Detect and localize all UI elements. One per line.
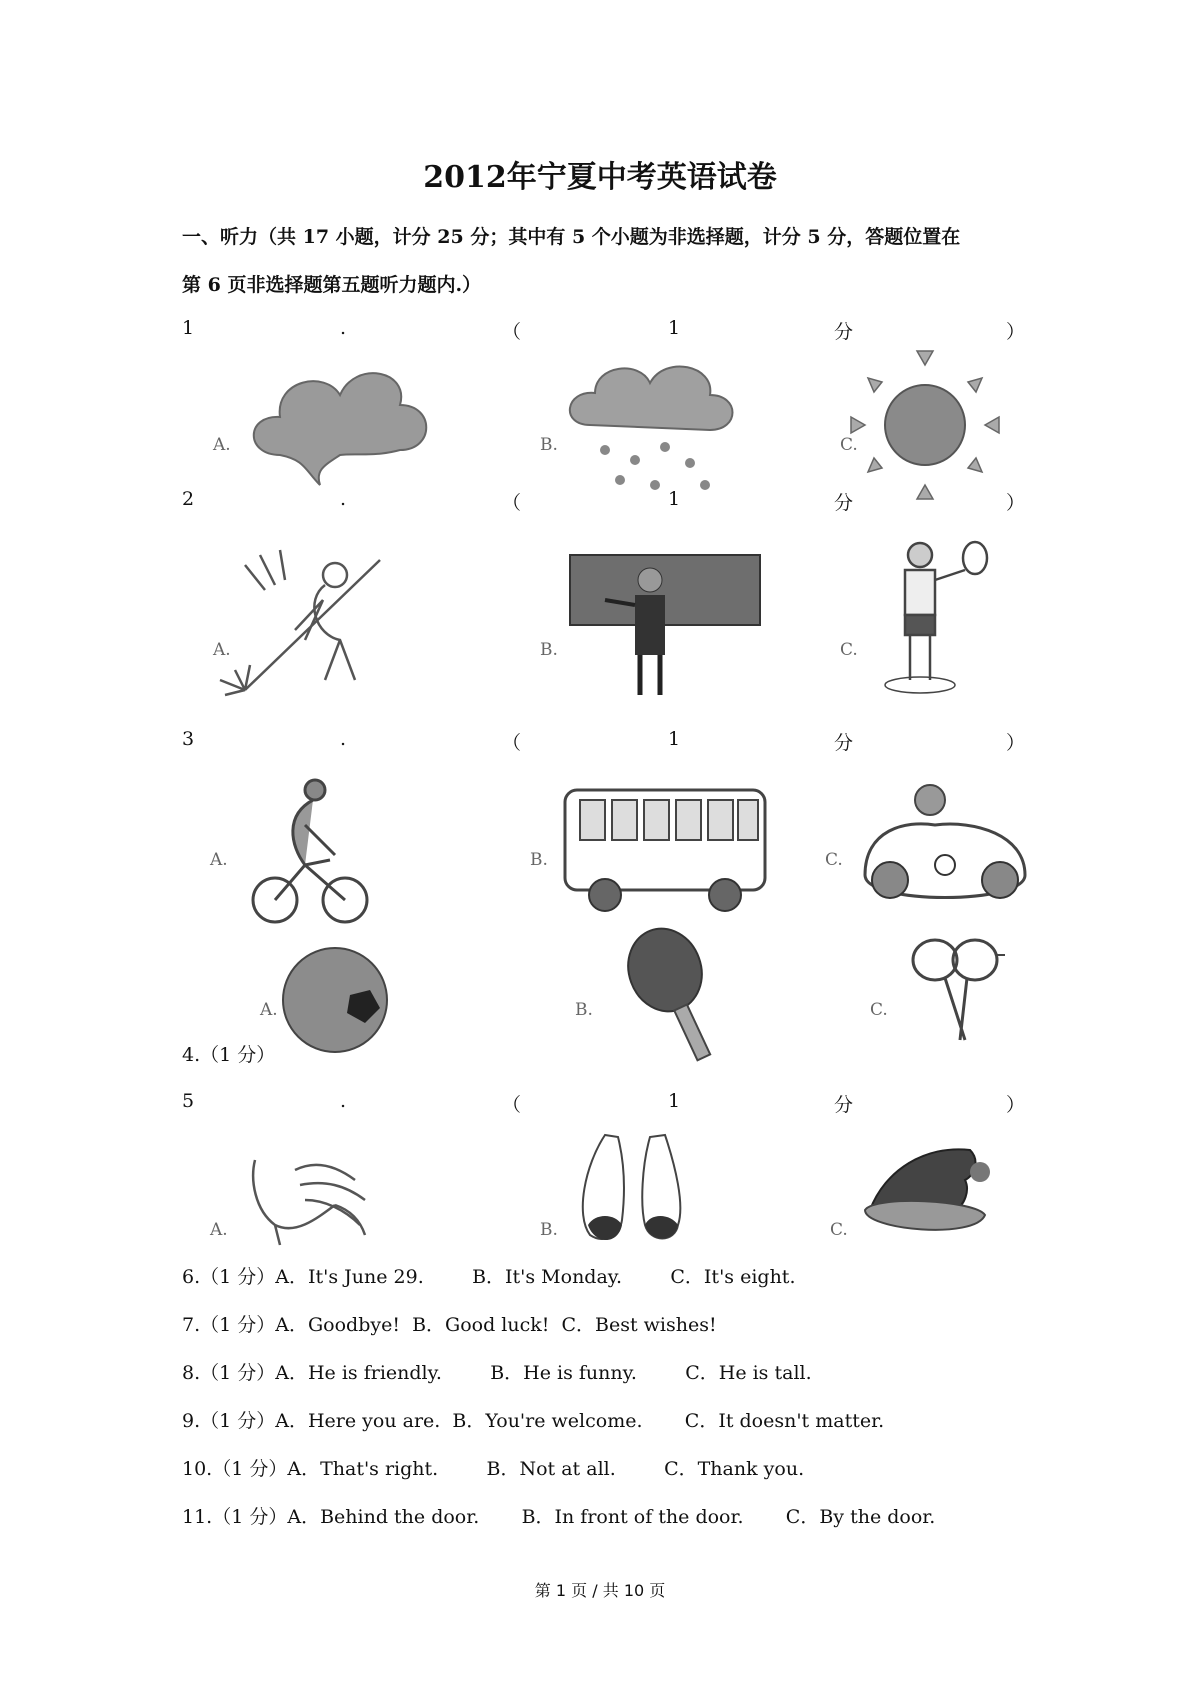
question-8: [182, 1358, 812, 1385]
question-number: 8.（1 分）: [182, 1362, 276, 1384]
question-4-label: 4.（1 分）: [182, 1044, 276, 1066]
question-number: 11.（1 分）: [182, 1506, 288, 1528]
option-label-c: C.: [870, 1000, 888, 1020]
option-b[interactable]: B．It's Monday.: [472, 1266, 623, 1288]
page-footer: [0, 1578, 1200, 1601]
option-label-b: B.: [540, 435, 558, 455]
option-a[interactable]: A．That's right.: [287, 1458, 439, 1480]
option-label-c: C.: [825, 850, 843, 870]
question-number: 9.（1 分）: [182, 1410, 276, 1432]
option-label-a: A.: [210, 850, 228, 870]
close-paren: ）: [1006, 732, 1026, 754]
question-number: 5: [182, 1090, 195, 1112]
footer-ye2: 页: [649, 1581, 666, 1600]
ping-pong-paddle-icon: [617, 925, 713, 1060]
footer-ye: 页: [571, 1581, 588, 1600]
current-page: 1: [555, 1581, 567, 1600]
hat-icon: [865, 1149, 990, 1229]
option-label-a: A.: [260, 1000, 278, 1020]
option-label-b: B.: [540, 1220, 558, 1240]
question-score: 1: [668, 728, 681, 750]
question-number: 10.（1 分）: [182, 1458, 288, 1480]
option-b[interactable]: B．Not at all.: [486, 1458, 616, 1480]
option-label-c: C.: [840, 640, 858, 660]
question-10: [182, 1454, 804, 1481]
option-label-a: A.: [213, 435, 231, 455]
option-label-a: A.: [210, 1220, 228, 1240]
question-dot: .: [340, 488, 347, 510]
question-number: 1: [182, 317, 195, 339]
option-a[interactable]: A．He is friendly.: [275, 1362, 442, 1384]
option-c[interactable]: C．Thank you.: [664, 1458, 805, 1480]
q3-option-c-race-car[interactable]: [825, 775, 1125, 935]
open-paren: （: [502, 732, 522, 754]
section-heading-line-2: 第 6 页非选择题第五题听力题内.）: [182, 274, 482, 296]
score-unit: 分: [834, 492, 854, 514]
q1-option-a-cloud[interactable]: [205, 345, 505, 505]
score-unit: 分: [834, 1094, 854, 1116]
question-score: 1: [668, 317, 681, 339]
q3-option-a-bicycle[interactable]: [205, 775, 505, 935]
q5-option-c-hat[interactable]: [825, 1130, 1125, 1290]
page-title: 2012年宁夏中考英语试卷: [423, 160, 777, 195]
option-c[interactable]: C．It doesn't matter.: [684, 1410, 885, 1432]
option-b[interactable]: B．In front of the door.: [521, 1506, 744, 1528]
open-paren: （: [502, 321, 522, 343]
option-label-b: B.: [530, 850, 548, 870]
q5-option-b-shoes[interactable]: [530, 1125, 830, 1285]
q3-option-b-bus[interactable]: [530, 775, 830, 935]
total-pages: 10: [623, 1581, 645, 1600]
open-paren: （: [502, 492, 522, 514]
question-11: [182, 1502, 935, 1529]
q4-option-a-football[interactable]: [255, 935, 555, 1095]
option-a[interactable]: A．Goodbye!: [275, 1314, 400, 1336]
question-6: [182, 1262, 795, 1289]
tennis-boy-icon: [885, 542, 987, 693]
footer-di: 第: [534, 1581, 551, 1600]
footer-gong: 共: [602, 1581, 619, 1600]
gloves-icon: [253, 1160, 365, 1245]
option-a[interactable]: A．Behind the door.: [287, 1506, 480, 1528]
question-5-header: [182, 1090, 1026, 1120]
score-unit: 分: [834, 732, 854, 754]
section-heading-line-1: 一、听力（共 17 小题，计分 25 分；其中有 5 个小题为非选择题，计分 5 分，答题位置在: [182, 226, 961, 248]
bicycle-rider-icon: [253, 780, 367, 922]
question-7: [182, 1310, 717, 1337]
question-2-header: [182, 488, 1026, 518]
race-car-icon: [865, 785, 1025, 898]
sweeping-person-icon: [220, 550, 380, 695]
close-paren: ）: [1006, 321, 1026, 343]
q2-option-a-sweeping[interactable]: [205, 540, 505, 700]
close-paren: ）: [1006, 1094, 1026, 1116]
teacher-at-blackboard-icon: [570, 555, 760, 695]
q2-option-c-tennis[interactable]: [825, 540, 1125, 700]
sun-icon: [851, 351, 999, 499]
option-a[interactable]: A．It's June 29.: [275, 1266, 424, 1288]
q2-option-b-teacher[interactable]: [530, 540, 830, 700]
question-number: 7.（1 分）: [182, 1314, 276, 1336]
option-b[interactable]: B．He is funny.: [490, 1362, 637, 1384]
question-number: 2: [182, 488, 195, 510]
option-c[interactable]: C．It's eight.: [670, 1266, 796, 1288]
question-dot: .: [340, 317, 347, 339]
option-c[interactable]: C．He is tall.: [685, 1362, 812, 1384]
cloud-icon: [254, 373, 427, 485]
footer-sep: /: [592, 1581, 598, 1600]
badminton-rackets-icon: [913, 940, 1005, 1040]
option-b[interactable]: B．You're welcome.: [452, 1410, 643, 1432]
football-icon: [283, 948, 387, 1052]
option-label-b: B.: [540, 640, 558, 660]
question-1-header: [182, 317, 1026, 347]
option-a[interactable]: A．Here you are.: [275, 1410, 441, 1432]
question-3-header: [182, 728, 1026, 758]
rain-snow-icon: [570, 366, 733, 490]
option-label-c: C.: [840, 435, 858, 455]
question-score: 1: [668, 488, 681, 510]
option-c[interactable]: C．By the door.: [785, 1506, 936, 1528]
question-number: 3: [182, 728, 195, 750]
option-c[interactable]: C．Best wishes!: [561, 1314, 717, 1336]
close-paren: ）: [1006, 492, 1026, 514]
question-score: 1: [668, 1090, 681, 1112]
option-label-a: A.: [213, 640, 231, 660]
open-paren: （: [502, 1094, 522, 1116]
score-unit: 分: [834, 321, 854, 343]
shoes-icon: [583, 1135, 681, 1240]
q1-option-b-rain-snow[interactable]: [530, 345, 830, 505]
option-b[interactable]: B．Good luck!: [412, 1314, 550, 1336]
q4-option-b-ping-pong[interactable]: [570, 925, 870, 1085]
q4-option-c-badminton[interactable]: [865, 930, 1165, 1090]
q1-option-c-sun[interactable]: [825, 345, 1125, 505]
option-label-b: B.: [575, 1000, 593, 1020]
question-dot: .: [340, 1090, 347, 1112]
question-dot: .: [340, 728, 347, 750]
option-label-c: C.: [830, 1220, 848, 1240]
bus-icon: [565, 790, 765, 911]
question-9: [182, 1406, 884, 1433]
question-number: 6.（1 分）: [182, 1266, 276, 1288]
